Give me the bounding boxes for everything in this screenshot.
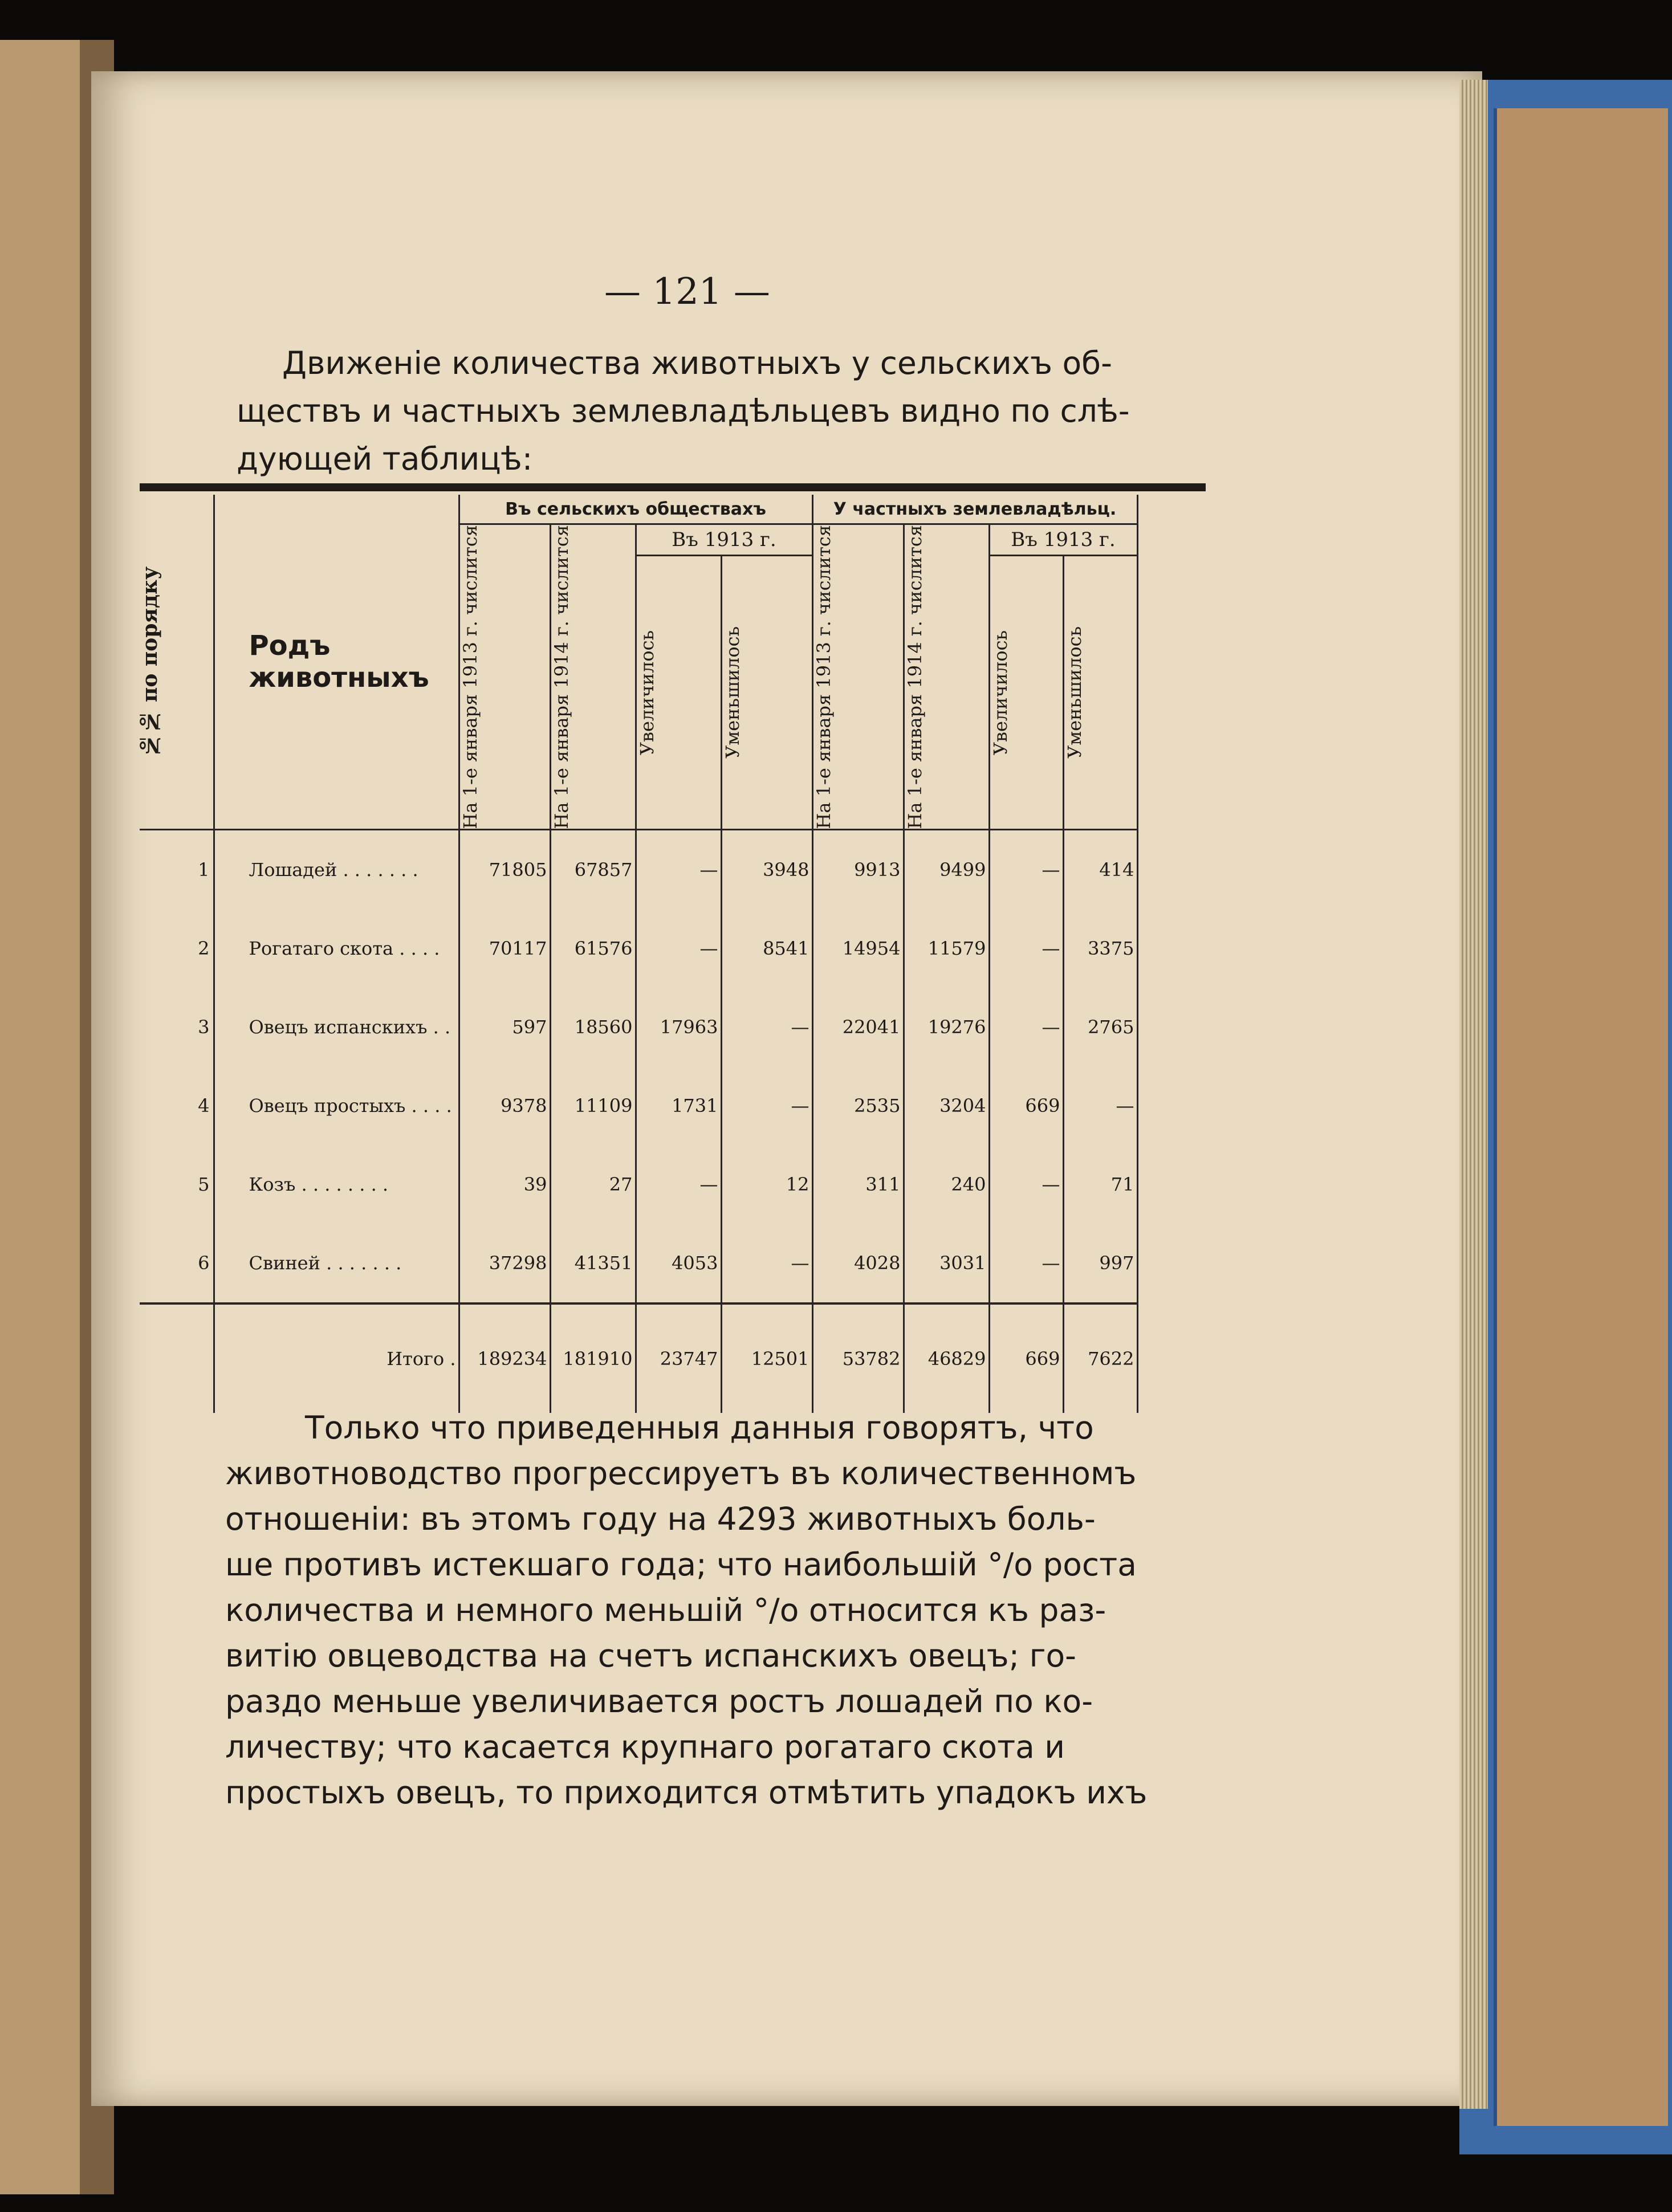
cell-rural-1913: 9378: [459, 1066, 550, 1145]
private-increase-header-cell: [989, 556, 1063, 830]
outro-line: раздо меньше увеличивается ростъ лошадей по ко-: [225, 1683, 1093, 1720]
outro-line: ше противъ истекшаго года; что наибольшій °/o роста: [225, 1546, 1137, 1583]
row-index: 2: [140, 909, 214, 988]
cell-rural-1913: 37298: [459, 1224, 550, 1303]
row-kind: Рогатаго скота . . . .: [214, 909, 459, 988]
cell-rural-1914: 67857: [550, 830, 636, 910]
cover-inner: [1494, 108, 1668, 2126]
group-private-header: У частныхъ землевладѣльц.: [812, 495, 1137, 524]
outro-line: простыхъ овецъ, то приходится отмѣтить упадокъ ихъ: [225, 1774, 1148, 1811]
cell-rural-increase: —: [636, 909, 721, 988]
cell-rural-1914: 61576: [550, 909, 636, 988]
cell-private-increase: —: [989, 830, 1063, 910]
cell-private-1913: 14954: [812, 909, 904, 988]
row-kind: Лошадей . . . . . . .: [214, 830, 459, 910]
cell-rural-increase: —: [636, 1145, 721, 1224]
cell-rural-1913: 71805: [459, 830, 550, 910]
outro-line: отношеніи: въ этомъ году на 4293 животныхъ боль-: [225, 1501, 1096, 1537]
row-index: 5: [140, 1145, 214, 1224]
rural-1913-header: На 1-е января 1913 г. числится: [459, 525, 481, 829]
row-kind: Овецъ испанскихъ . .: [214, 988, 459, 1066]
cell-private-increase: —: [989, 1145, 1063, 1224]
cell-rural-increase: —: [636, 830, 721, 910]
cell-private-increase: —: [989, 1224, 1063, 1303]
cell-rural-1914: 18560: [550, 988, 636, 1066]
cell-private-1914: 3204: [904, 1066, 989, 1145]
private-decrease-header: Уменьшилось: [1063, 626, 1085, 759]
total-row: [140, 1303, 1137, 1413]
cell-private-1914: 9499: [904, 830, 989, 910]
cell-rural-increase: 4053: [636, 1224, 721, 1303]
cell-rural-decrease: —: [721, 1066, 812, 1145]
row-index: 6: [140, 1224, 214, 1303]
table-row: [140, 830, 1137, 910]
cell-private-1914: 3031: [904, 1224, 989, 1303]
total-label: Итого .: [214, 1303, 459, 1413]
total-private-increase: 669: [989, 1303, 1063, 1413]
private-1913-header-cell: [812, 524, 904, 830]
cell-private-1913: 22041: [812, 988, 904, 1066]
private-1914-header-cell: [904, 524, 989, 830]
outro-line: витію овцеводства на счетъ испанскихъ овецъ; го-: [225, 1637, 1076, 1674]
table-row: [140, 1066, 1137, 1145]
cell-rural-1913: 39: [459, 1145, 550, 1224]
table-grid: [140, 495, 1138, 1413]
rural-1914-header-cell: [550, 524, 636, 830]
outro-line: личеству; что касается крупнаго рогатаго скота и: [225, 1729, 1065, 1765]
livestock-table: [140, 483, 1206, 1395]
cell-rural-increase: 17963: [636, 988, 721, 1066]
private-1913-header: На 1-е января 1913 г. числится: [812, 525, 835, 829]
total-rural-increase: 23747: [636, 1303, 721, 1413]
cell-rural-1913: 597: [459, 988, 550, 1066]
intro-line: дующей таблицѣ:: [237, 441, 533, 477]
rural-year-header: Въ 1913 г.: [636, 524, 812, 556]
intro-line: Движеніе количества животныхъ у сельскихъ об-: [282, 345, 1112, 381]
table-row: [140, 1224, 1137, 1303]
cell-private-decrease: 997: [1063, 1224, 1137, 1303]
total-private-1913: 53782: [812, 1303, 904, 1413]
cell-rural-increase: 1731: [636, 1066, 721, 1145]
cell-private-decrease: 2765: [1063, 988, 1137, 1066]
kind-header: Родъ животныхъ: [214, 495, 459, 830]
rural-1914-header: На 1-е января 1914 г. числится: [550, 525, 572, 829]
cell-rural-1914: 41351: [550, 1224, 636, 1303]
table-row: [140, 909, 1137, 988]
table-row: [140, 988, 1137, 1066]
cell-private-1913: 311: [812, 1145, 904, 1224]
total-rural-1914: 181910: [550, 1303, 636, 1413]
table-row: [140, 1145, 1137, 1224]
cell-private-decrease: 3375: [1063, 909, 1137, 988]
cell-private-1913: 2535: [812, 1066, 904, 1145]
intro-line: ществъ и частныхъ землевладѣльцевъ видно по слѣ-: [237, 393, 1130, 429]
rural-decrease-header: Уменьшилось: [721, 626, 743, 759]
index-header: №№ по порядку: [138, 566, 162, 757]
table-top-rule: [140, 483, 1206, 491]
cell-private-1914: 240: [904, 1145, 989, 1224]
private-increase-header: Увеличилось: [989, 630, 1011, 755]
private-year-header: Въ 1913 г.: [989, 524, 1137, 556]
cell-private-increase: 669: [989, 1066, 1063, 1145]
cell-private-1913: 9913: [812, 830, 904, 910]
intro-paragraph: [237, 339, 1160, 483]
cell-private-1913: 4028: [812, 1224, 904, 1303]
cell-private-decrease: —: [1063, 1066, 1137, 1145]
cell-rural-1914: 11109: [550, 1066, 636, 1145]
row-kind: Овецъ простыхъ . . . .: [214, 1066, 459, 1145]
page-number: — 121 —: [604, 271, 770, 313]
total-private-decrease: 7622: [1063, 1303, 1137, 1413]
index-header-cell: [140, 495, 214, 830]
private-decrease-header-cell: [1063, 556, 1137, 830]
page-edges: [1459, 80, 1488, 2109]
cell-rural-1913: 70117: [459, 909, 550, 988]
cell-rural-decrease: 3948: [721, 830, 812, 910]
row-kind: Свиней . . . . . . .: [214, 1224, 459, 1303]
cell-private-increase: —: [989, 988, 1063, 1066]
cell-private-increase: —: [989, 909, 1063, 988]
outro-line: количества и немного меньшій °/o относится къ раз-: [225, 1592, 1106, 1628]
cell-rural-1914: 27: [550, 1145, 636, 1224]
cell-private-1914: 11579: [904, 909, 989, 988]
cell-private-decrease: 414: [1063, 830, 1137, 910]
row-index: 4: [140, 1066, 214, 1145]
total-index-cell: [140, 1303, 214, 1413]
cell-private-decrease: 71: [1063, 1145, 1137, 1224]
outro-paragraph: [225, 1405, 1160, 1815]
outro-line: животноводство прогрессируетъ въ количественномъ: [225, 1455, 1137, 1492]
cell-rural-decrease: 8541: [721, 909, 812, 988]
total-rural-1913: 189234: [459, 1303, 550, 1413]
row-index: 3: [140, 988, 214, 1066]
cell-rural-decrease: —: [721, 988, 812, 1066]
total-rural-decrease: 12501: [721, 1303, 812, 1413]
rural-increase-header-cell: [636, 556, 721, 830]
private-1914-header: На 1-е января 1914 г. числится: [904, 525, 926, 829]
row-kind: Козъ . . . . . . . .: [214, 1145, 459, 1224]
cell-rural-decrease: —: [721, 1224, 812, 1303]
group-rural-header: Въ сельскихъ обществахъ: [459, 495, 812, 524]
row-index: 1: [140, 830, 214, 910]
rural-decrease-header-cell: [721, 556, 812, 830]
cell-private-1914: 19276: [904, 988, 989, 1066]
rural-1913-header-cell: [459, 524, 550, 830]
rural-increase-header: Увеличилось: [636, 630, 658, 755]
outro-line: Только что приведенныя данныя говорятъ, что: [305, 1410, 1094, 1446]
cell-rural-decrease: 12: [721, 1145, 812, 1224]
total-private-1914: 46829: [904, 1303, 989, 1413]
